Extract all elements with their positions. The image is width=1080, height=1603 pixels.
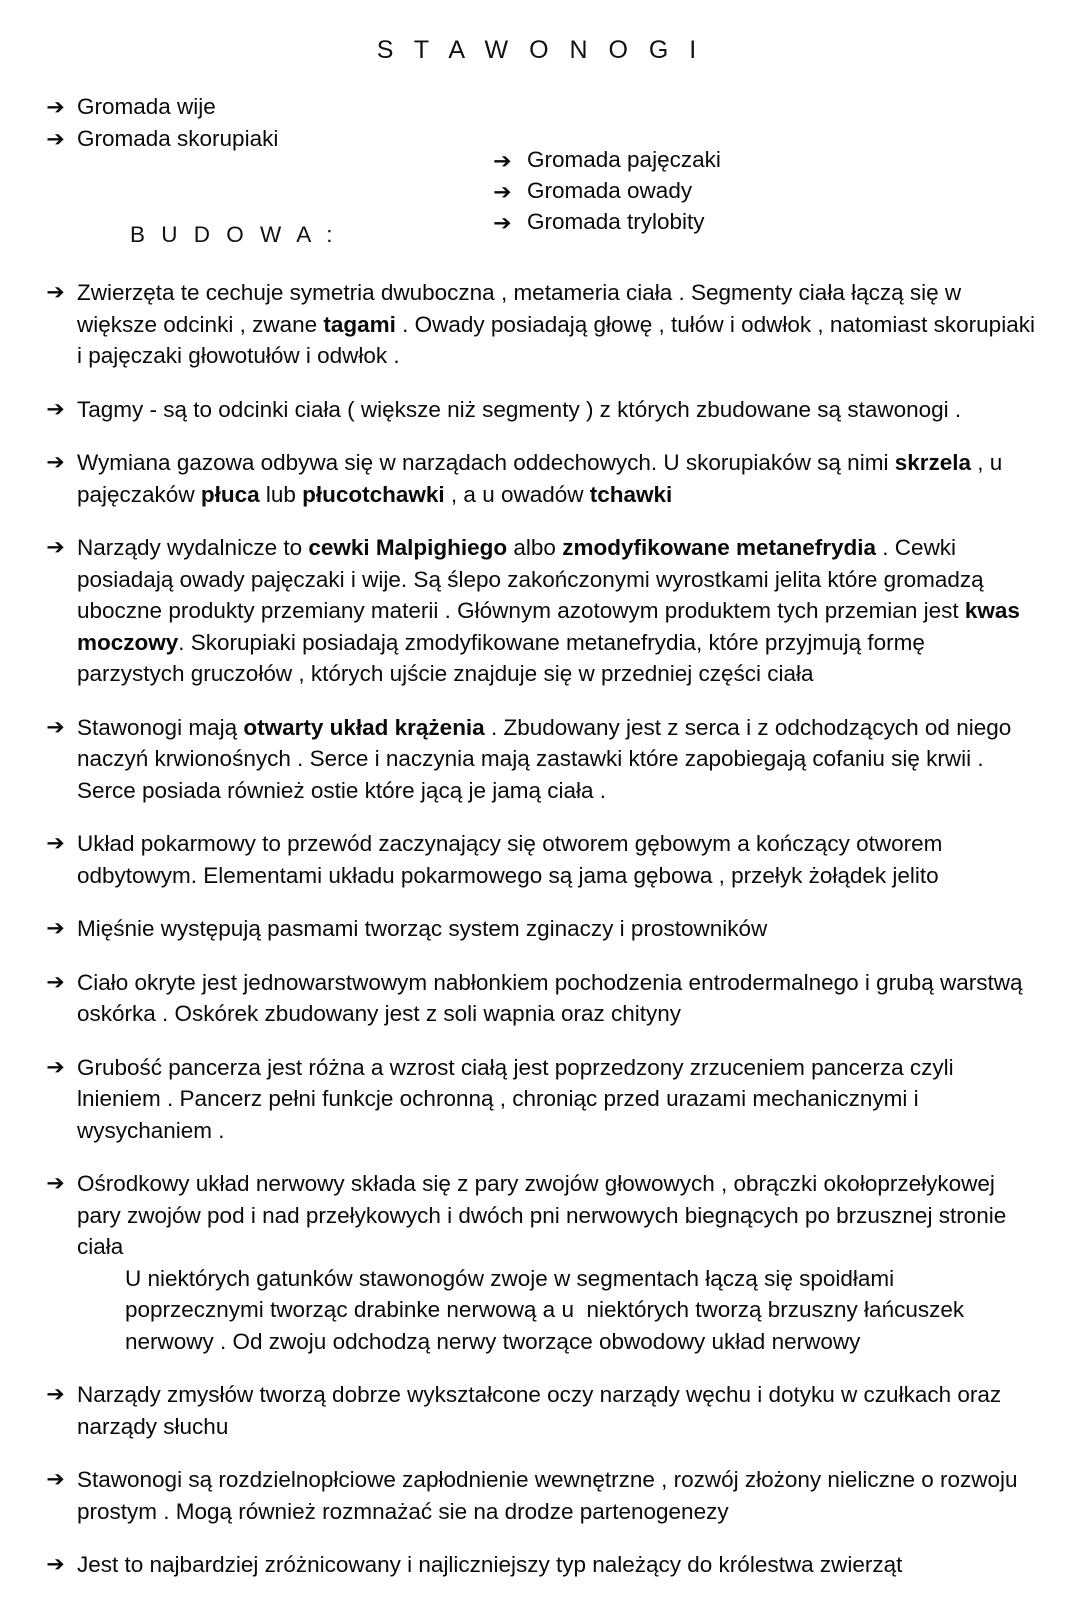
body-item-cialo-okryte — [47, 967, 1037, 1030]
arrow-bullet-icon: ➔ — [46, 1171, 65, 1195]
body-item-narzady-wydalnicze — [47, 532, 1037, 690]
body-item-tagmy — [47, 394, 1037, 426]
emphasis-term: kwas moczowy — [77, 598, 1027, 655]
list-item-label: Gromada trylobity — [527, 209, 705, 234]
body-item-uklad-nerwowy — [47, 1168, 1037, 1357]
text-run: Układ pokarmowy to przewód zaczynający się otworem gębowym a kończący otworem odbytowym. Elementami układu pokarmowego są jama gębowa , przełyk żołądek jelito — [77, 831, 949, 888]
class-list-right — [494, 146, 974, 239]
arrow-bullet-icon: ➔ — [46, 1467, 65, 1491]
arrow-bullet-icon: ➔ — [46, 535, 65, 559]
arrow-bullet-icon: ➔ — [493, 211, 512, 235]
paragraph-text — [77, 828, 1037, 891]
text-run: . Owady posiadają głowę , tułów i odwłok , natomiast skorupiaki i pajęczaki głowotułów i odwłok . — [77, 311, 1042, 368]
paragraph-text — [77, 447, 1037, 510]
arrow-bullet-icon: ➔ — [46, 1054, 65, 1079]
body-item-podsumowanie — [47, 1549, 1037, 1581]
arrow-bullet-icon: ➔ — [46, 1552, 65, 1576]
bullet-row — [47, 1168, 1037, 1263]
list-item — [494, 208, 974, 239]
bullet-row — [47, 1464, 1037, 1527]
arrow-bullet-icon: ➔ — [46, 95, 65, 119]
text-run: Stawonogi mają — [77, 714, 244, 740]
arrow-bullet-icon: ➔ — [46, 714, 65, 739]
body-item-symetria — [46, 277, 1042, 372]
arrow-bullet-icon: ➔ — [493, 180, 512, 204]
paragraph-text — [77, 1549, 1037, 1581]
bullet-row — [47, 967, 1037, 1030]
list-item — [47, 124, 507, 155]
text-run: , u pajęczaków — [77, 450, 1009, 507]
emphasis-term: zmodyfikowane metanefrydia — [562, 535, 877, 560]
paragraph-text — [77, 394, 1037, 426]
list-item-label: Gromada wije — [77, 94, 216, 119]
body-item-pancerz — [47, 1052, 1037, 1147]
text-run: Zwierzęta te cechuje symetria dwuboczna , metameria ciała . Segmenty ciała łączą się w większe odcinki , zwane — [77, 280, 968, 337]
bullet-row — [47, 1052, 1037, 1147]
text-run: Ciało okryte jest jednowarstwowym nabłonkiem pochodzenia entrodermalnego i grubą warstwą oskórka . Oskórek zbudowany jest z soli wapnia oraz chityny — [77, 969, 1029, 1026]
text-run: Jest to najbardziej zróżnicowany i najliczniejszy typ należący do królestwa zwierząt — [77, 1552, 903, 1577]
paragraph-text — [77, 277, 1042, 372]
bullet-row — [47, 828, 1037, 891]
emphasis-term: tagami — [323, 311, 396, 337]
text-run: Narządy zmysłów tworzą dobrze wykształcone oczy narządy węchu i dotyku w czułkach oraz narządy słuchu — [77, 1382, 1008, 1439]
emphasis-term: skrzela — [894, 450, 972, 475]
text-run: . Zbudowany jest z serca i z odchodzących od niego naczyń krwionośnych . Serce i naczynia mają zastawki które zapobiegają cofaniu się krwii . Serce posiada również ostie które jącą je jamą ciała . — [77, 714, 1018, 803]
arrow-bullet-icon: ➔ — [46, 396, 65, 421]
text-run: Tagmy - są to odcinki ciała ( większe niż segmenty ) z których zbudowane są stawonogi . — [77, 396, 962, 422]
text-run: Narządy wydalnicze to — [77, 535, 309, 560]
list-item — [47, 92, 507, 123]
class-list-left — [47, 92, 507, 156]
paragraph-text — [77, 1168, 1037, 1263]
arrow-bullet-icon: ➔ — [493, 149, 512, 173]
body-bullet-list — [46, 277, 1042, 1603]
paragraph-text — [77, 1379, 1037, 1442]
paragraph-text — [77, 967, 1037, 1030]
emphasis-term: płuca — [200, 481, 260, 507]
bullet-row — [47, 447, 1037, 510]
arrow-bullet-icon: ➔ — [46, 450, 65, 474]
list-item — [494, 146, 974, 177]
arrow-bullet-icon: ➔ — [46, 1382, 65, 1406]
text-run: . Skorupiaki posiadają zmodyfikowane metanefrydia, które przyjmują formę parzystych gruczołów , których ujście znajduje się w przedniej części ciała — [77, 629, 932, 686]
page-title: S T A W O N O G I — [376, 36, 704, 64]
paragraph-text — [77, 913, 1037, 945]
text-run: , a u owadów — [444, 481, 590, 507]
text-run: Ośrodkowy układ nerwowy składa się z pary zwojów głowowych , obrączki okołoprzełykowej pary zwojów pod i nad przełykowych i dwóch pni nerwowych biegnących po brzusznej stronie ciała — [77, 1171, 1013, 1259]
text-run: albo — [507, 535, 563, 560]
text-run: Wymiana gazowa odbywa się w narządach oddechowych. U skorupiaków są nimi — [77, 450, 895, 475]
sub-note-text: U niektórych gatunków stawonogów zwoje w segmentach łączą się spoidłami poprzecznymi tworząc drabinke nerwową a u niektórych tworzą brzuszny łańcuszek nerwowy . Od zwoju odchodzą nerwy tworzące obwodowy układ nerwowy — [125, 1265, 971, 1354]
arrow-bullet-icon: ➔ — [46, 831, 65, 855]
text-run: Mięśnie występują pasmami tworząc system zginaczy i prostowników — [77, 916, 768, 941]
arrow-bullet-icon: ➔ — [46, 916, 65, 940]
body-item-wymiana-gazowa — [47, 447, 1037, 510]
emphasis-term: cewki Malpighiego — [308, 535, 508, 560]
bullet-row — [47, 1379, 1037, 1442]
arrow-bullet-icon: ➔ — [46, 969, 65, 994]
list-item-label: Gromada owady — [527, 178, 693, 203]
bullet-row — [47, 532, 1037, 690]
list-item — [494, 177, 974, 208]
text-run: . Cewki posiadają owady pajęczaki i wije. Są ślepo zakończonymi wyrostkami jelita które gromadzą uboczne produkty przemiany materii . Głównym azotowym produktem tych przemian jest — [77, 535, 990, 623]
bullet-row — [46, 277, 1042, 372]
text-run: Grubość pancerza jest różna a wzrost ciałą jest poprzedzony zrzuceniem pancerza czyli lnieniem . Pancerz pełni funkcje ochronną , chroniąc przed urazami mechanicznymi i wysychaniem . — [77, 1054, 960, 1143]
arrow-bullet-icon: ➔ — [46, 127, 65, 151]
bullet-row — [47, 394, 1037, 426]
list-item-label: Gromada skorupiaki — [77, 126, 279, 151]
section-heading-budowa: B U D O W A : — [130, 222, 338, 247]
emphasis-term: płucotchawki — [302, 481, 445, 507]
emphasis-term: tchawki — [589, 481, 673, 507]
body-item-rozmnazanie — [47, 1464, 1037, 1527]
bullet-row — [47, 913, 1037, 945]
bullet-row — [47, 712, 1037, 807]
paragraph-text — [77, 1052, 1037, 1147]
paragraph-text — [77, 712, 1037, 807]
bullet-row — [47, 1549, 1037, 1581]
emphasis-term: otwarty układ krążenia — [243, 714, 485, 740]
list-item-label: Gromada pajęczaki — [527, 147, 721, 172]
paragraph-text — [77, 532, 1037, 690]
text-run: lub — [259, 481, 303, 507]
paragraph-text — [77, 1464, 1037, 1527]
text-run: Stawonogi są rozdzielnopłciowe zapłodnienie wewnętrzne , rozwój złożony nieliczne o rozwoju prostym . Mogą również rozmnażać sie na drodze partenogenezy — [77, 1467, 1024, 1524]
body-item-miesnie — [47, 913, 1037, 945]
body-item-uklad-krazenia — [47, 712, 1037, 807]
arrow-bullet-icon: ➔ — [46, 280, 65, 304]
body-item-uklad-pokarmowy — [47, 828, 1037, 891]
body-item-narzady-zmyslow — [47, 1379, 1037, 1442]
